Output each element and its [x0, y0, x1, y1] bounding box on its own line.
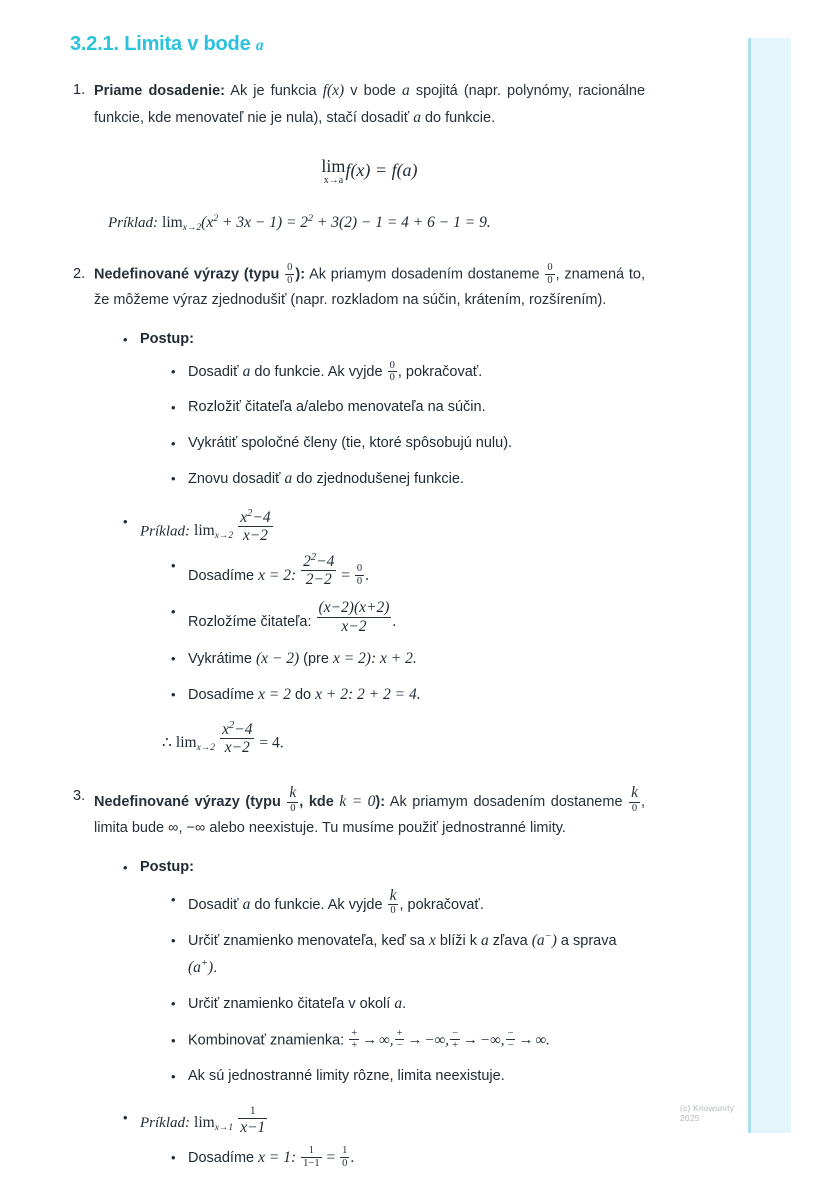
item-2-lead-post: ): [295, 266, 306, 283]
step-text-pre: Dosadiť [188, 363, 243, 380]
item-2-text-2: , znamená to, že môžeme výraz zjednodušiť (napr. rozkladom na súčin, krátením, rozšírením). [94, 266, 646, 308]
fraction-zero-over-zero [388, 360, 397, 385]
item-3-lead-post: ): [375, 794, 386, 811]
fraction-step [317, 599, 392, 635]
fraction-denominator: x−1 [240, 1118, 266, 1136]
example-steps-list [140, 1145, 645, 1172]
item-2-text-1: Ak priamym dosadením dostaneme [305, 266, 545, 283]
postup-step-signs [168, 1028, 645, 1054]
fraction-denominator: 0 [389, 372, 395, 384]
item-1-math-a: a [402, 82, 410, 99]
bullet-icon: • [171, 996, 176, 1012]
item-2-lead-pre: Nedefinované výrazy (typu [94, 266, 285, 283]
fraction-denominator: x−2 [220, 738, 254, 756]
example-exponent-2: 2 [308, 213, 313, 225]
arrow-icon: → [407, 1032, 423, 1049]
fraction-numerator: $2^2-4$ [303, 551, 335, 570]
item-1-example [108, 210, 645, 238]
list-item-3 [70, 784, 645, 1171]
example-step [168, 1145, 645, 1172]
step-tail: x = 2): x + 2. [332, 649, 417, 667]
postup-label: Postup: [140, 331, 194, 348]
bullet-icon: • [171, 604, 176, 620]
step-math: x = 2 [258, 686, 291, 704]
bullet-icon: • [171, 1032, 176, 1048]
step-math: (x − 2) [255, 649, 300, 667]
bullet-icon: • [123, 860, 128, 876]
step-text: Vykrátime [188, 650, 256, 667]
fraction-denominator: − [396, 1040, 403, 1052]
fraction-denominator: 1−1 [303, 1158, 320, 1170]
example-step [168, 599, 645, 635]
fraction-denominator: + [351, 1040, 358, 1052]
step-text: Dosadíme [188, 1149, 259, 1166]
bullet-icon: • [171, 363, 176, 379]
postup-steps-list [140, 887, 645, 1089]
sign-fraction-2 [395, 1028, 405, 1053]
list-item-3-number: 3. [73, 788, 86, 805]
fraction-numerator: − [452, 1027, 458, 1039]
step-text-pre: Ak sú jednostranné limity rôzne, limita neexistuje. [188, 1067, 505, 1084]
fraction-numerator: k [631, 784, 638, 802]
example-label: Príklad: [140, 1115, 190, 1132]
lim-text: lim [194, 1114, 215, 1132]
example-exponent-1: 2 [213, 213, 219, 225]
fraction-numerator: 0 [389, 359, 395, 371]
arrow-icon: → [518, 1032, 534, 1049]
example-step [168, 553, 645, 589]
bullet-icon: • [171, 1068, 176, 1084]
fraction-result [355, 563, 364, 588]
fraction-numerator: + [351, 1027, 358, 1039]
postup-steps-list [140, 359, 645, 493]
postup-step [168, 466, 645, 493]
fraction-numerator: 0 [356, 563, 363, 575]
bullet-icon: • [171, 933, 176, 949]
item-1-math-a2: a [413, 108, 421, 126]
fraction-denominator: x−2 [317, 617, 392, 635]
sign-result-2: −∞, [424, 1032, 450, 1049]
bullet-icon: • [171, 687, 176, 703]
sign-fraction-4 [506, 1028, 516, 1053]
equation-body: f(x) = f(a) [345, 159, 418, 180]
limit-operator [321, 157, 345, 186]
fraction-zero-over-zero [285, 262, 294, 287]
step-equals: = [337, 566, 354, 584]
list-item-1-paragraph [94, 78, 645, 131]
sign-fraction-1 [349, 1028, 359, 1053]
postup-list [120, 855, 645, 1089]
fraction-denominator: + [452, 1040, 458, 1052]
lim-operator-inline [194, 1110, 233, 1139]
lim-operator-inline [176, 730, 215, 758]
sign-result-4: ∞. [535, 1032, 550, 1049]
fraction-denominator: 0 [342, 1158, 348, 1170]
arrow-icon: → [462, 1032, 478, 1049]
lim-subscript: x→1 [214, 1123, 234, 1134]
sign-result-1: ∞, [379, 1032, 394, 1049]
postup-heading-item [120, 855, 645, 1089]
fraction-result [340, 1145, 349, 1170]
section-title-variable: a [255, 37, 264, 54]
arrow-icon: → [362, 1032, 378, 1049]
right-limit-notation: (a+) [188, 957, 214, 976]
item-3-lead-pre: Nedefinované výrazy (typu [94, 794, 287, 811]
example-item [120, 1105, 645, 1171]
item-2-postup-block [120, 327, 645, 758]
step-math: a [394, 995, 403, 1013]
postup-step [168, 991, 645, 1018]
postup-heading-item [120, 327, 645, 493]
lim-text: lim [162, 214, 183, 231]
list-item-2-paragraph [94, 262, 645, 313]
step-math: a [284, 470, 293, 488]
step-equals: do [290, 687, 316, 704]
item-3-text-2: , limita bude ∞, −∞ alebo neexistuje. Tu musíme použiť jednostranné limity. [94, 794, 645, 836]
bullet-icon: • [171, 557, 176, 573]
step-tail: . [392, 613, 397, 631]
step-math: a [242, 362, 251, 380]
example-steps-list [140, 553, 645, 709]
step-math-x: x [429, 932, 436, 950]
example-expr-open: (x [201, 214, 214, 231]
fraction-expression [238, 509, 272, 545]
bullet-icon: • [123, 332, 128, 348]
step-math-a: a [481, 932, 489, 950]
item-3-text-1: Ak priamym dosadením dostaneme [385, 794, 629, 811]
item-1-text-2: v bode [344, 83, 402, 99]
example-expr-tail: + 3(2) − 1 = 4 + 6 − 1 = 9. [312, 214, 491, 231]
fraction-numerator: $x^2-4$ [240, 507, 271, 526]
bullet-icon: • [123, 513, 128, 529]
step-tail: . [365, 566, 370, 584]
sign-fraction-3 [450, 1028, 460, 1053]
fraction-k-over-zero-2 [629, 784, 640, 814]
item-2-conclusion [162, 721, 645, 759]
item-1-lead: Priame dosadenie: [94, 83, 225, 99]
step-text-mid2: zľava [488, 933, 532, 950]
step-math: x = 2: [258, 566, 297, 584]
step-text-mid: do funkcie. Ak vyjde [250, 363, 387, 380]
fraction-denominator: x−2 [238, 526, 272, 544]
step-text-pre: Znovu dosadiť [188, 471, 285, 488]
fraction-numerator: 1 [342, 1145, 348, 1157]
example-label: Príklad: [108, 215, 158, 231]
step-text-pre: Vykrátiť spoločné členy (tie, ktoré spôsobujú nulu). [188, 434, 513, 451]
footer-credit: (c) Knowunity 2025 [680, 1103, 735, 1123]
step-text-pre: Určiť znamienko čitateľa v okolí [188, 996, 395, 1013]
item-2-example-list [120, 509, 645, 758]
postup-step [168, 431, 645, 457]
fraction-numerator: k [289, 784, 297, 802]
postup-step [168, 928, 645, 981]
fraction-numerator: 1 [308, 1145, 314, 1157]
item-3-postup-block [120, 855, 645, 1171]
fraction-expression [220, 721, 254, 757]
fraction-denominator: 0 [356, 576, 363, 588]
item-3-lead-mid: , kde [299, 794, 340, 811]
fraction-k-over-zero [287, 784, 298, 814]
fraction-denominator: − [507, 1040, 514, 1052]
list-item-3-paragraph [94, 784, 645, 841]
decorative-side-band-edge [748, 38, 751, 1133]
postup-step [168, 359, 645, 386]
postup-step [168, 395, 645, 421]
step-text: Dosadíme [188, 567, 259, 584]
item-1-math-fx: f(x) [322, 82, 345, 99]
list-item-2 [70, 262, 645, 758]
step-text: Rozložíme čitateľa: [188, 614, 316, 631]
example-label: Príklad: [140, 523, 190, 540]
step-text-pre: Určiť znamienko menovateľa, keď sa [188, 933, 430, 950]
step-text-post: , pokračovať. [399, 896, 484, 913]
sign-result-3: −∞, [479, 1032, 505, 1049]
item-1-text-4: do funkcie. [420, 109, 496, 126]
bullet-icon: • [171, 891, 176, 907]
step-math: x = 1: [258, 1148, 297, 1166]
fraction-denominator: 2−2 [301, 570, 336, 588]
fraction-denominator: 0 [547, 274, 553, 286]
step-text-mid: do zjednodušenej funkcie. [292, 471, 464, 488]
example-step [168, 646, 645, 673]
postup-step [168, 887, 645, 918]
lim-subscript: x→2 [182, 223, 202, 233]
example-step [168, 682, 645, 709]
step-text-pre: Rozložiť čitateľa a/alebo menovateľa na súčin. [188, 399, 486, 416]
display-equation [94, 157, 645, 186]
item-1-text-3: spojitá (napr. polynómy, racionálne funkcie, kde menovateľ nie je nula), stačí dosadiť [94, 83, 646, 126]
item-1-text-1: Ak je funkcia [225, 83, 323, 99]
lim-subscript: x→a [323, 175, 344, 186]
bullet-icon: • [171, 400, 176, 416]
step-equals: (pre [299, 650, 333, 667]
fraction-denominator: 0 [629, 802, 640, 815]
decorative-side-band [748, 38, 791, 1133]
step-text-pre: Kombinovať znamienka: [188, 1032, 349, 1049]
bullet-icon: • [171, 435, 176, 451]
postup-step [168, 1064, 645, 1090]
fraction-numerator: k [389, 886, 397, 904]
fraction-numerator: (x−2)(x+2) [318, 599, 390, 617]
step-tail: . [350, 1148, 355, 1166]
lim-operator-inline [194, 518, 233, 547]
fraction-numerator: + [396, 1027, 403, 1039]
fraction-denominator: 0 [287, 802, 298, 815]
lim-subscript: x→2 [214, 531, 234, 542]
fraction-k-over-zero [388, 887, 399, 917]
bullet-icon: • [171, 471, 176, 487]
numbered-list [70, 78, 645, 1181]
fraction-step [301, 1145, 321, 1170]
lim-text: lim [321, 156, 346, 176]
fraction-denominator: 0 [287, 274, 293, 286]
step-text-mid: do funkcie. Ak vyjde [250, 896, 387, 913]
step-text-mid3: a sprava [556, 933, 617, 950]
page-title [70, 33, 263, 56]
fraction-expression [238, 1105, 267, 1136]
example-item [120, 509, 645, 758]
fraction-step [301, 553, 336, 589]
list-item-1-number: 1. [73, 82, 86, 98]
fraction-numerator: 0 [547, 262, 553, 273]
step-text-post: , pokračovať. [397, 363, 483, 380]
step-text-pre: Dosadiť [188, 896, 243, 913]
step-text: Dosadíme [188, 687, 259, 704]
step-math: a [242, 895, 251, 913]
section-number-title: 3.2.1. Limita v bode [70, 33, 251, 55]
lim-operator-inline [162, 210, 201, 238]
therefore-symbol: ∴ [162, 734, 172, 752]
step-text-post: . [213, 959, 218, 976]
bullet-icon: • [171, 1149, 176, 1165]
example-expr-mid: + 3x − 1) = 2 [218, 214, 309, 231]
step-text-mid: blíži k [435, 933, 482, 950]
item-3-k-condition: k = 0 [339, 793, 376, 811]
conclusion-result: = 4. [255, 734, 284, 752]
bullet-icon: • [171, 650, 176, 666]
fraction-numerator: 0 [287, 262, 293, 273]
list-item-2-number: 2. [73, 266, 86, 282]
postup-label: Postup: [140, 859, 194, 876]
fraction-numerator: 1 [249, 1105, 256, 1118]
lim-text: lim [194, 522, 215, 540]
list-item-1 [70, 78, 645, 238]
bullet-icon: • [123, 1110, 128, 1126]
fraction-zero-over-zero-2 [545, 262, 554, 287]
step-text-post: . [402, 996, 407, 1013]
fraction-numerator: $x^2-4$ [222, 719, 253, 738]
step-equals: = [322, 1148, 340, 1166]
fraction-denominator: 0 [388, 904, 399, 917]
left-limit-notation: (a−) [531, 931, 557, 950]
lim-text: lim [175, 734, 197, 752]
fraction-numerator: − [507, 1027, 514, 1039]
item-3-example-list [120, 1105, 645, 1171]
postup-list [120, 327, 645, 493]
lim-subscript: x→2 [196, 743, 216, 754]
step-tail: x + 2: 2 + 2 = 4. [315, 686, 421, 704]
